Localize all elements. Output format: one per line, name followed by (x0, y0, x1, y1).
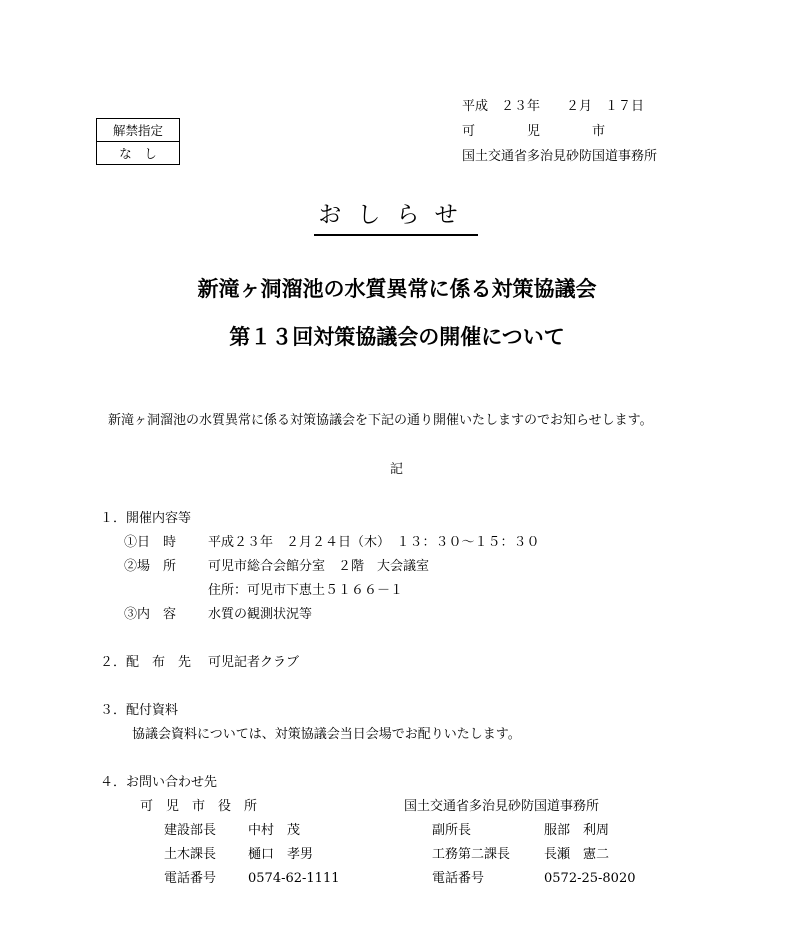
datetime-label: ①日 時 (124, 535, 177, 550)
contact-left-title-1: 建設部長 (164, 823, 217, 838)
contact-right-name-2: 長瀬 憲二 (544, 847, 610, 862)
contact-right-title-3: 電話番号 (432, 871, 485, 886)
issuer-city: 可 児 市 (462, 124, 606, 139)
title-line-1: 新滝ヶ洞溜池の水質異常に係る対策協議会 (197, 277, 597, 301)
contact-left-title-3: 電話番号 (164, 871, 217, 886)
notice-text: おしらせ (314, 202, 477, 236)
ki-mark: 記 (390, 462, 404, 477)
content-label: ③内 容 (124, 607, 177, 622)
contact-right-title-2: 工務第二課長 (432, 847, 511, 862)
contact-right-phone: 0572-25-8020 (544, 871, 636, 886)
embargo-value: な し (97, 142, 180, 165)
datetime-value: 平成２３年 ２月２４日（木） １３：３０～１５：３０ (208, 535, 540, 550)
contact-left-phone: 0574-62-1111 (248, 871, 340, 886)
contact-right-name-1: 服部 利周 (544, 823, 610, 838)
intro-text: 新滝ヶ洞溜池の水質異常に係る対策協議会を下記の通り開催いたしますのでお知らせします。 (108, 413, 653, 428)
contact-right-title-1: 副所長 (432, 823, 472, 838)
contact-right-org: 国土交通省多治見砂防国道事務所 (404, 799, 600, 814)
section-1-heading: １．開催内容等 (100, 511, 192, 526)
place-label: ②場 所 (124, 559, 177, 574)
contact-left-org: 可 児 市 役 所 (140, 799, 258, 814)
content-value: 水質の観測状況等 (208, 607, 313, 622)
contact-left-name-1: 中村 茂 (248, 823, 301, 838)
title-line-2: 第１３回対策協議会の開催について (229, 325, 565, 349)
contact-left-name-2: 樋口 孝男 (248, 847, 314, 862)
contact-left-title-2: 土木課長 (164, 847, 217, 862)
address: 住所：可児市下恵土５１６６－１ (208, 583, 404, 598)
section-2-heading: ２．配 布 先 (100, 655, 192, 670)
embargo-box (96, 118, 180, 165)
place-value: 可児市総合会館分室 ２階 大会議室 (208, 559, 430, 574)
distribution-value: 可児記者クラブ (208, 655, 300, 670)
release-date: 平成 ２３年 ２月 １７日 (462, 99, 645, 114)
embargo-label: 解禁指定 (97, 119, 180, 142)
issuer-office: 国土交通省多治見砂防国道事務所 (462, 149, 658, 164)
section-3-heading: ３．配付資料 (100, 703, 179, 718)
materials-value: 協議会資料については、対策協議会当日会場でお配りいたします。 (132, 727, 521, 742)
section-4-heading: ４．お問い合わせ先 (100, 775, 218, 790)
notice-heading (296, 204, 496, 227)
